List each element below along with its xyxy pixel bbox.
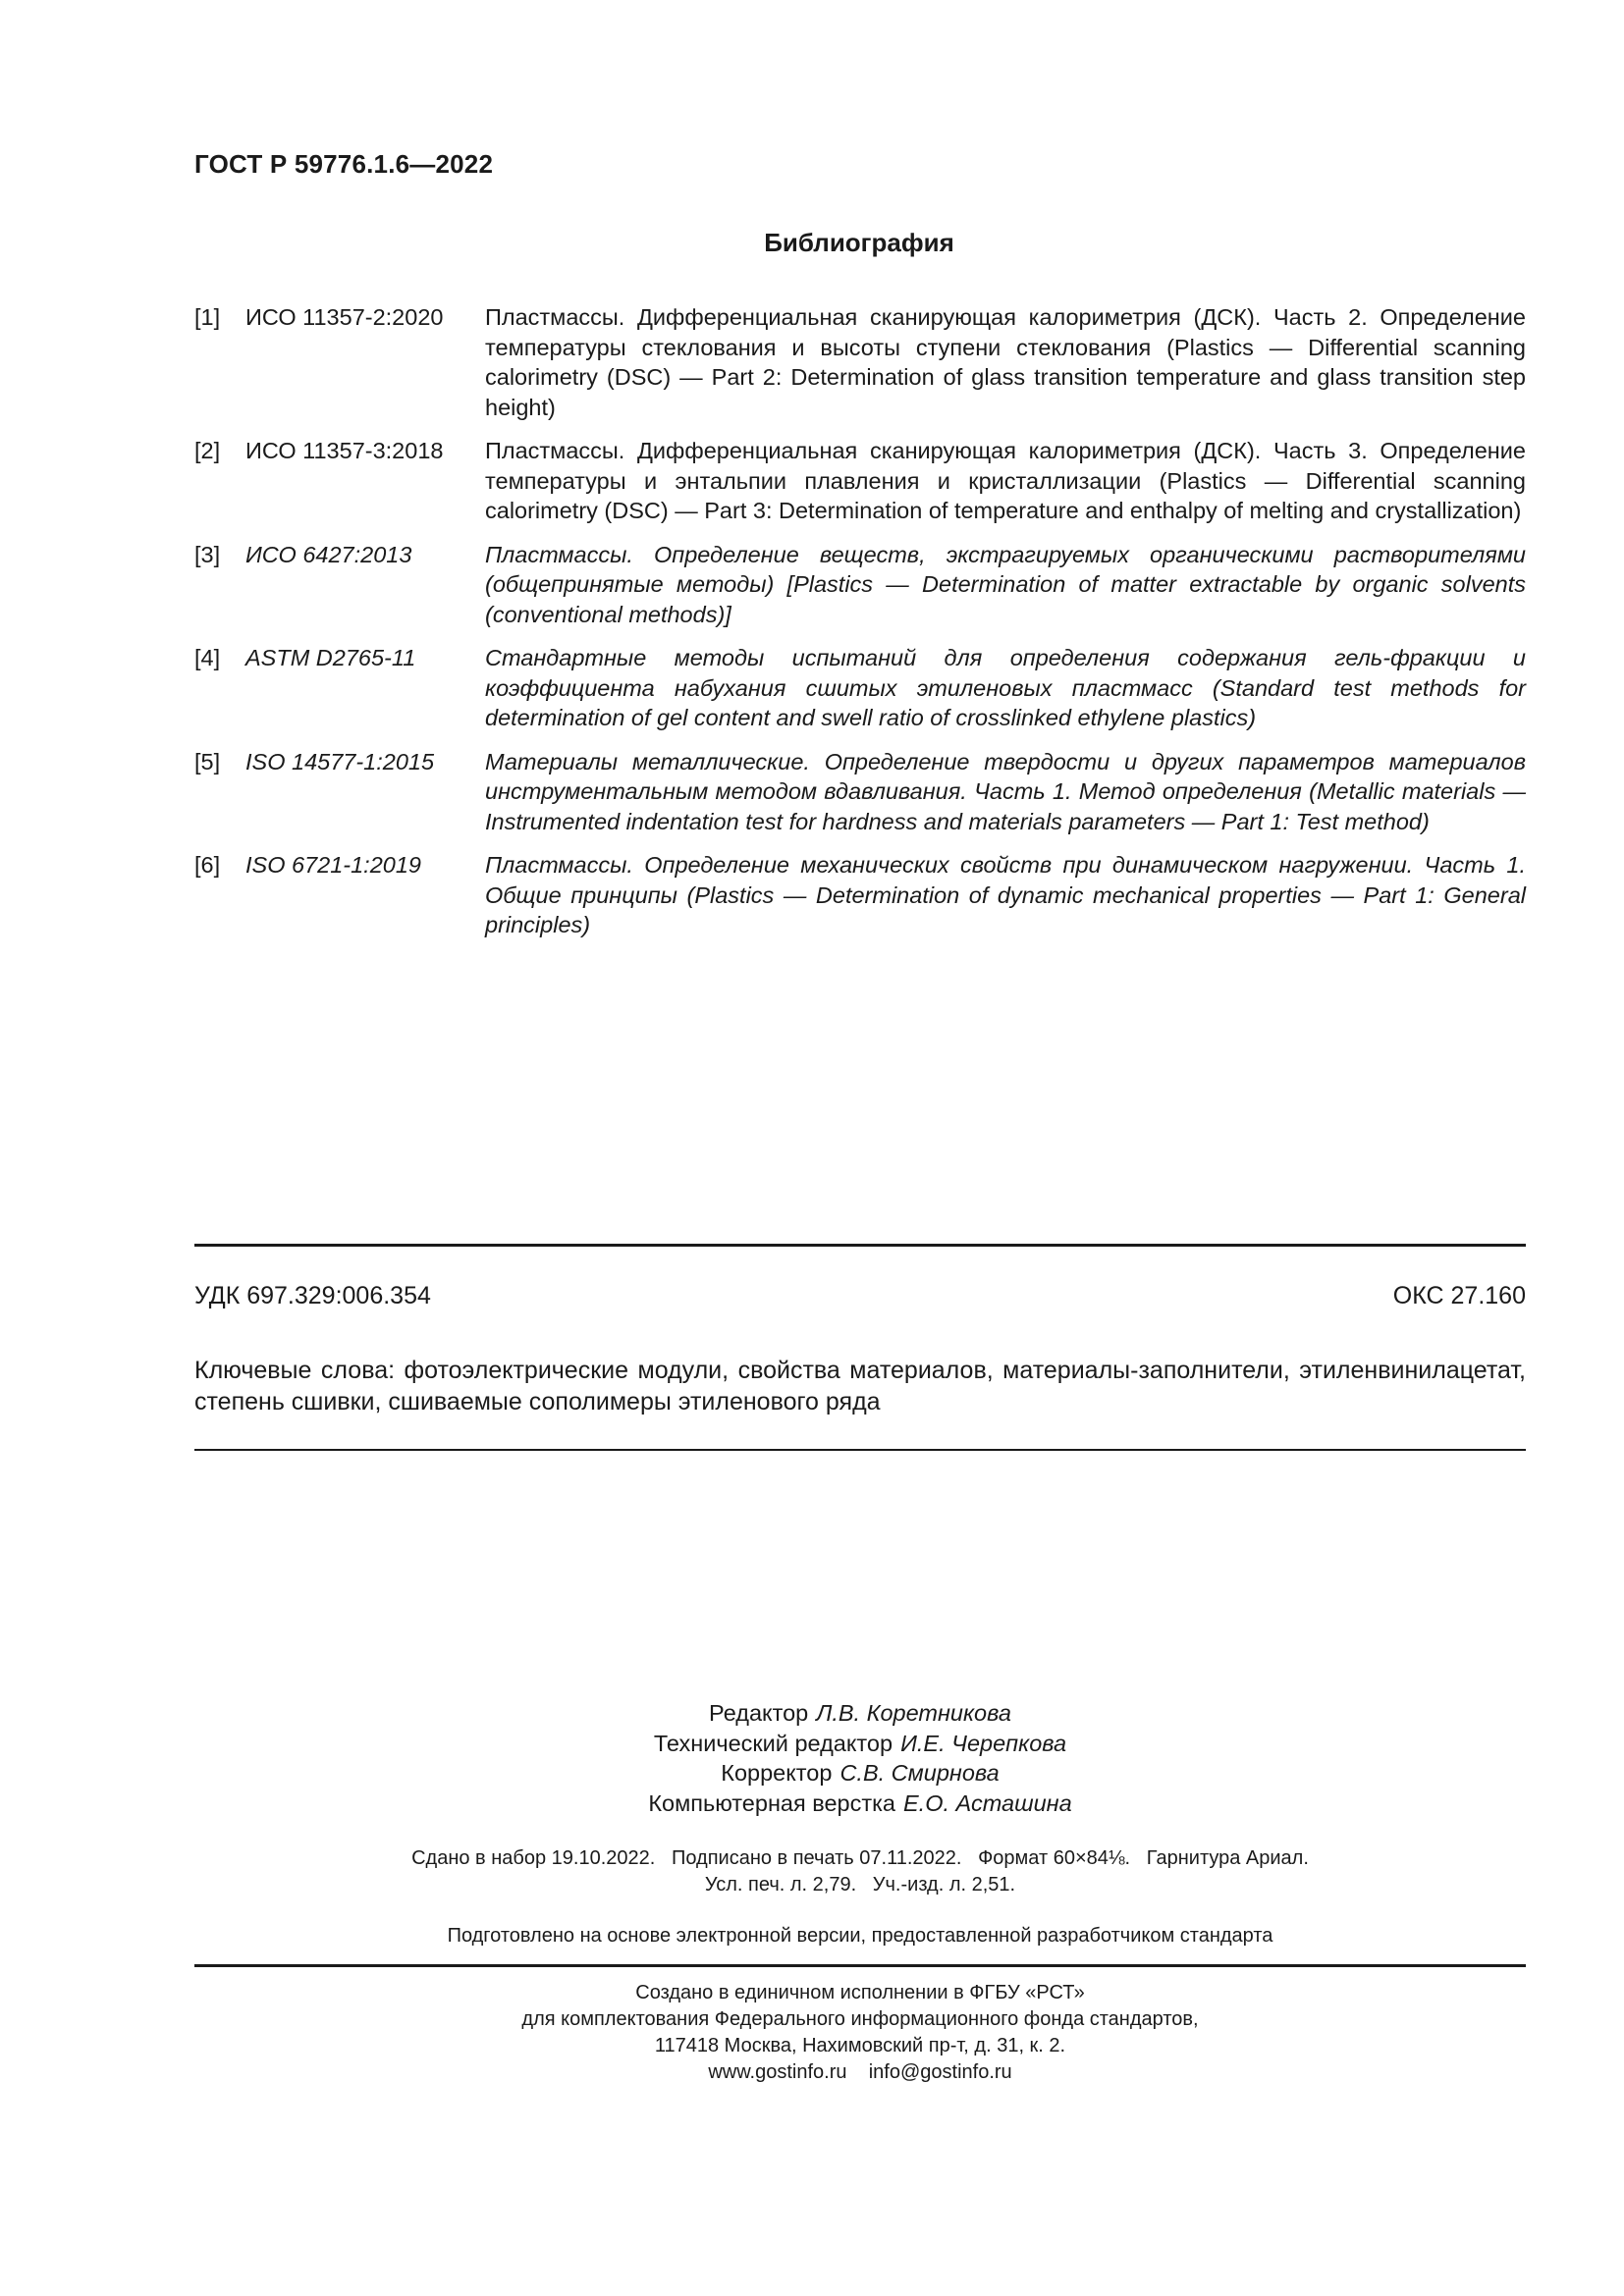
bibliography-item-code: ИСО 6427:2013	[245, 541, 412, 567]
bibliography-item-text: Пластмассы. Определение механических свойств при динамическом нагружении. Часть 1. Общие принципы (Plastics — Determination of dynamic mechanical properties — Part 1: General principles)	[485, 852, 1526, 937]
created-line: для комплектования Федерального информационного фонда стандартов,	[521, 2008, 1199, 2030]
bibliography-item-code: ASTM D2765-11	[245, 645, 416, 670]
divider-keywords	[194, 1449, 1526, 1451]
oks-code: ОКС 27.160	[1392, 1282, 1526, 1309]
bibliography-item-number: [5]	[194, 748, 221, 774]
bibliography-item-text: Пластмассы. Дифференциальная сканирующая калориметрия (ДСК). Часть 2. Определение температуры стеклования и высоты ступени стеклования (Plastics — Differential scanning calorimetry (DSC) — Part 2: Determination of glass transition temperature and glass transition step height)	[485, 304, 1526, 420]
credit-name: И.Е. Черепкова	[900, 1730, 1067, 1756]
credit-role: Технический редактор	[653, 1730, 893, 1756]
credit-name: Е.О. Асташина	[903, 1789, 1072, 1816]
bibliography-title: Библиография	[764, 228, 954, 257]
credit-name: С.В. Смирнова	[839, 1760, 1000, 1786]
udk-code: УДК 697.329:006.354	[194, 1282, 431, 1309]
bibliography-item-number: [4]	[194, 645, 221, 670]
divider-top	[194, 1244, 1526, 1247]
bibliography-item-number: [2]	[194, 438, 221, 463]
divider-bottom	[194, 1964, 1526, 1967]
credit-role: Корректор	[721, 1760, 833, 1786]
bibliography-item-code: ISO 6721-1:2019	[245, 852, 421, 878]
credit-role: Редактор	[709, 1700, 809, 1726]
bibliography-item-code: ИСО 11357-3:2018	[245, 438, 444, 463]
credit-line	[194, 1789, 1526, 1819]
credit-line	[194, 1758, 1526, 1789]
document-code: ГОСТ Р 59776.1.6—2022	[194, 149, 494, 179]
prepared-note: Подготовлено на основе электронной версии, предоставленной разработчиком стандарта	[447, 1925, 1273, 1947]
created-block	[194, 1980, 1526, 2086]
bibliography-item	[194, 747, 1526, 837]
bibliography-item-text: Пластмассы. Определение веществ, экстрагируемых органическими растворителями (общепринятые методы) [Plastics — Determination of matter extractable by organic solvents (conventional methods)]	[485, 541, 1526, 627]
bibliography-item-text: Стандартные методы испытаний для определения содержания гель-фракции и коэффициента набухания сшитых этиленовых пластмасс (Standard test methods for determination of gel content and swell ratio of crosslinked ethylene plastics)	[485, 645, 1526, 730]
bibliography-item	[194, 302, 1526, 422]
bibliography-item	[194, 540, 1526, 630]
created-line: 117418 Москва, Нахимовский пр-т, д. 31, к. 2.	[654, 2035, 1066, 2056]
print-info-line: Усл. печ. л. 2,79. Уч.-изд. л. 2,51.	[704, 1874, 1016, 1896]
classification-row	[194, 1282, 1526, 1310]
bibliography-item-code: ISO 14577-1:2015	[245, 748, 435, 774]
print-info-line: Сдано в набор 19.10.2022. Подписано в печать 07.11.2022. Формат 60×84⅛. Гарнитура Ариал.	[411, 1847, 1309, 1869]
bibliography-item-number: [1]	[194, 304, 221, 330]
credit-line	[194, 1698, 1526, 1729]
bibliography-item-text: Материалы металлические. Определение твердости и других параметров материалов инструментальным методом вдавливания. Часть 1. Метод определения (Metallic materials — Instrumented indentation test for hardness and materials parameters — Part 1: Test method)	[485, 748, 1526, 834]
created-line: Создано в единичном исполнении в ФГБУ «РСТ»	[635, 1982, 1085, 2003]
bibliography-item-number: [6]	[194, 852, 221, 878]
print-info	[194, 1845, 1526, 1898]
bibliography-item	[194, 850, 1526, 940]
created-line-links: www.gostinfo.ru info@gostinfo.ru	[708, 2061, 1012, 2083]
credits-block	[194, 1698, 1526, 1818]
credit-line	[194, 1729, 1526, 1759]
bibliography-item-code: ИСО 11357-2:2020	[245, 304, 444, 330]
bibliography-item-number: [3]	[194, 541, 221, 567]
bibliography-item	[194, 643, 1526, 733]
bibliography-item-text: Пластмассы. Дифференциальная сканирующая калориметрия (ДСК). Часть 3. Определение температуры и энтальпии плавления и кристаллизации (Plastics — Differential scanning calorimetry (DSC) — Part 3: Determination of temperature and enthalpy of melting and crystallization)	[485, 438, 1526, 523]
bibliography-item	[194, 436, 1526, 526]
credit-role: Компьютерная верстка	[648, 1789, 895, 1816]
bibliography-list	[194, 302, 1526, 954]
keywords-text: Ключевые слова: фотоэлектрические модули, свойства материалов, материалы-заполнители, этиленвинилацетат, степень сшивки, сшиваемые сополимеры этиленового ряда	[194, 1357, 1526, 1415]
credit-name: Л.В. Коретникова	[816, 1700, 1011, 1726]
